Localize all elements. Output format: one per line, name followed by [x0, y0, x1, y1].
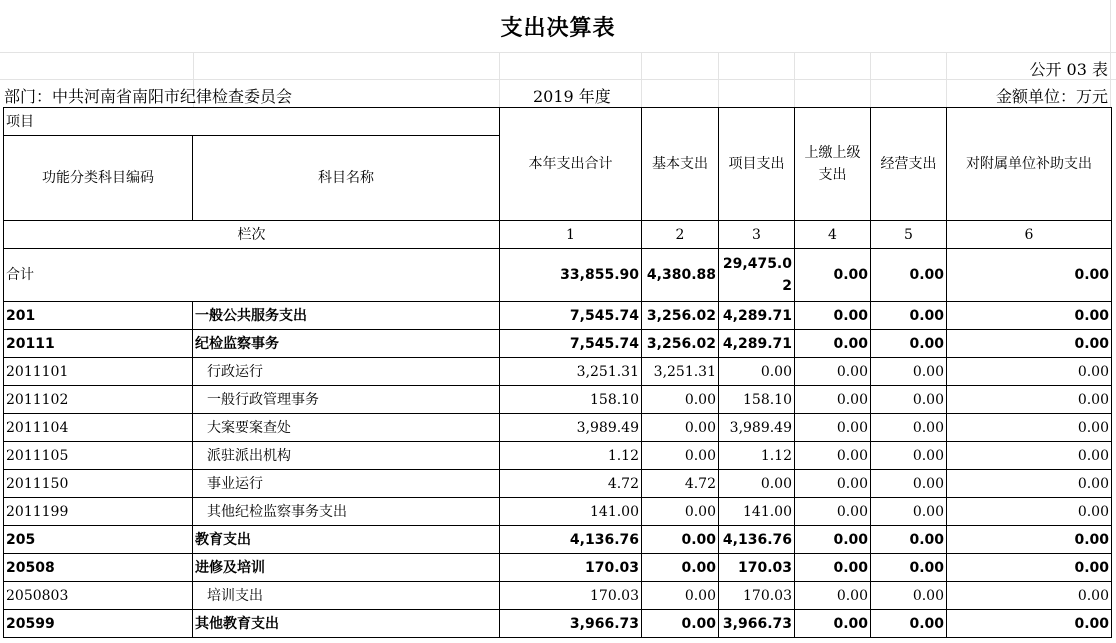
row-value: 0.00: [642, 582, 719, 610]
row-code: 20508: [4, 554, 193, 582]
row-value: 141.00: [719, 498, 795, 526]
row-value: 0.00: [947, 302, 1112, 330]
row-name: 派驻派出机构: [193, 442, 500, 470]
row-value: 0.00: [947, 610, 1112, 638]
row-value: 0.00: [871, 330, 947, 358]
row-code: 201: [4, 302, 193, 330]
row-value: 0.00: [719, 470, 795, 498]
header-operation: 经营支出: [871, 108, 947, 221]
row-value: 0.00: [947, 358, 1112, 386]
row-value: 158.10: [719, 386, 795, 414]
row-value: 3,989.49: [500, 414, 642, 442]
row-name: 事业运行: [193, 470, 500, 498]
table-row: [4, 330, 1112, 358]
row-value: 0.00: [947, 330, 1112, 358]
row-name: 其他纪检监察事务支出: [193, 498, 500, 526]
row-value: 0.00: [795, 526, 871, 554]
row-value: 0.00: [871, 582, 947, 610]
row-value: 7,545.74: [500, 330, 642, 358]
column-number-row: [4, 221, 1112, 249]
row-code: 2050803: [4, 582, 193, 610]
row-value: 170.03: [500, 582, 642, 610]
header-project: 项目支出: [719, 108, 795, 221]
row-name: 其他教育支出: [193, 610, 500, 638]
row-value: 0.00: [795, 610, 871, 638]
row-name: 一般行政管理事务: [193, 386, 500, 414]
fiscal-year: 2019 年度: [533, 87, 611, 106]
table-row: [4, 414, 1112, 442]
row-value: 4.72: [642, 470, 719, 498]
row-value: 0.00: [871, 526, 947, 554]
row-value: 3,251.31: [500, 358, 642, 386]
row-name: 进修及培训: [193, 554, 500, 582]
row-value: 0.00: [795, 498, 871, 526]
summary-project: 29,475.02: [719, 249, 795, 302]
row-code: 20599: [4, 610, 193, 638]
header-total: 本年支出合计: [500, 108, 642, 221]
row-value: 0.00: [642, 610, 719, 638]
row-name: 纪检监察事务: [193, 330, 500, 358]
row-value: 0.00: [642, 554, 719, 582]
gridline: [870, 52, 871, 107]
row-name: 行政运行: [193, 358, 500, 386]
row-value: 4,136.76: [719, 526, 795, 554]
row-value: 0.00: [871, 302, 947, 330]
header-item: 项目: [4, 108, 500, 136]
row-value: 0.00: [795, 582, 871, 610]
row-value: 0.00: [795, 554, 871, 582]
row-value: 141.00: [500, 498, 642, 526]
row-code: 2011101: [4, 358, 193, 386]
row-value: 158.10: [500, 386, 642, 414]
summary-basic: 4,380.88: [642, 249, 719, 302]
row-value: 0.00: [947, 526, 1112, 554]
row-value: 0.00: [947, 582, 1112, 610]
row-value: 0.00: [795, 386, 871, 414]
amount-unit: 金额单位：万元: [995, 87, 1108, 106]
row-value: 1.12: [500, 442, 642, 470]
row-value: 170.03: [719, 582, 795, 610]
table-row: [4, 386, 1112, 414]
row-value: 0.00: [795, 302, 871, 330]
row-value: 0.00: [871, 470, 947, 498]
header-subsidy: 对附属单位补助支出: [947, 108, 1112, 221]
row-value: 3,251.31: [642, 358, 719, 386]
gridline: [499, 52, 500, 107]
row-value: 0.00: [795, 330, 871, 358]
row-value: 0.00: [719, 358, 795, 386]
row-value: 0.00: [795, 442, 871, 470]
row-value: 0.00: [947, 442, 1112, 470]
table-row: [4, 470, 1112, 498]
row-value: 0.00: [947, 414, 1112, 442]
row-value: 0.00: [795, 358, 871, 386]
column-number: 6: [947, 221, 1112, 249]
summary-operation: 0.00: [871, 249, 947, 302]
row-value: 0.00: [795, 470, 871, 498]
row-code: 2011102: [4, 386, 193, 414]
table-row: [4, 554, 1112, 582]
row-value: 7,545.74: [500, 302, 642, 330]
row-code: 205: [4, 526, 193, 554]
gridline: [794, 52, 795, 107]
row-value: 0.00: [795, 414, 871, 442]
table-row: [4, 498, 1112, 526]
gridline: [641, 52, 642, 107]
gridline: [946, 52, 947, 107]
form-number: 公开 03 表: [1029, 60, 1108, 79]
gridline: [0, 79, 1116, 80]
column-number: 2: [642, 221, 719, 249]
row-name: 一般公共服务支出: [193, 302, 500, 330]
row-value: 0.00: [947, 470, 1112, 498]
row-name: 大案要案查处: [193, 414, 500, 442]
report-title: 支出决算表: [500, 15, 616, 41]
row-value: 0.00: [947, 498, 1112, 526]
department-label: 部门：中共河南省南阳市纪律检查委员会: [4, 87, 293, 106]
summary-total: 33,855.90: [500, 249, 642, 302]
row-value: 0.00: [947, 554, 1112, 582]
column-number: 3: [719, 221, 795, 249]
row-name: 培训支出: [193, 582, 500, 610]
table-row: [4, 358, 1112, 386]
row-code: 2011104: [4, 414, 193, 442]
row-value: 3,256.02: [642, 330, 719, 358]
gridline: [718, 52, 719, 107]
column-number: 4: [795, 221, 871, 249]
column-number: 5: [871, 221, 947, 249]
row-code: 2011150: [4, 470, 193, 498]
gridline: [0, 52, 1116, 53]
header-remit: 上缴上级支出: [795, 108, 871, 221]
row-value: 4,289.71: [719, 330, 795, 358]
column-label: 栏次: [4, 221, 500, 249]
row-value: 0.00: [642, 386, 719, 414]
row-value: 0.00: [642, 498, 719, 526]
summary-subsidy: 0.00: [947, 249, 1112, 302]
row-value: 0.00: [871, 498, 947, 526]
table-row: [4, 526, 1112, 554]
summary-label: 合计: [4, 249, 500, 302]
header-row-item: [4, 108, 1112, 136]
row-value: 0.00: [871, 386, 947, 414]
header-func-code: 功能分类科目编码: [4, 136, 193, 221]
row-value: 1.12: [719, 442, 795, 470]
table-row: [4, 582, 1112, 610]
header-basic: 基本支出: [642, 108, 719, 221]
row-value: 0.00: [871, 414, 947, 442]
row-value: 0.00: [871, 442, 947, 470]
expenditure-table: [3, 107, 1112, 638]
row-value: 0.00: [947, 386, 1112, 414]
table-row: [4, 610, 1112, 638]
row-value: 0.00: [871, 610, 947, 638]
row-value: 3,256.02: [642, 302, 719, 330]
row-value: 4.72: [500, 470, 642, 498]
row-code: 2011105: [4, 442, 193, 470]
summary-row: [4, 249, 1112, 302]
summary-remit: 0.00: [795, 249, 871, 302]
header-subject-name: 科目名称: [193, 136, 500, 221]
row-value: 3,966.73: [719, 610, 795, 638]
row-value: 4,136.76: [500, 526, 642, 554]
row-value: 170.03: [719, 554, 795, 582]
row-value: 3,989.49: [719, 414, 795, 442]
row-code: 20111: [4, 330, 193, 358]
row-value: 0.00: [871, 358, 947, 386]
row-value: 0.00: [642, 414, 719, 442]
row-value: 0.00: [642, 526, 719, 554]
row-value: 3,966.73: [500, 610, 642, 638]
column-number: 1: [500, 221, 642, 249]
row-value: 170.03: [500, 554, 642, 582]
row-name: 教育支出: [193, 526, 500, 554]
row-value: 0.00: [642, 442, 719, 470]
table-row: [4, 302, 1112, 330]
row-value: 0.00: [871, 554, 947, 582]
table-row: [4, 442, 1112, 470]
row-value: 4,289.71: [719, 302, 795, 330]
row-code: 2011199: [4, 498, 193, 526]
